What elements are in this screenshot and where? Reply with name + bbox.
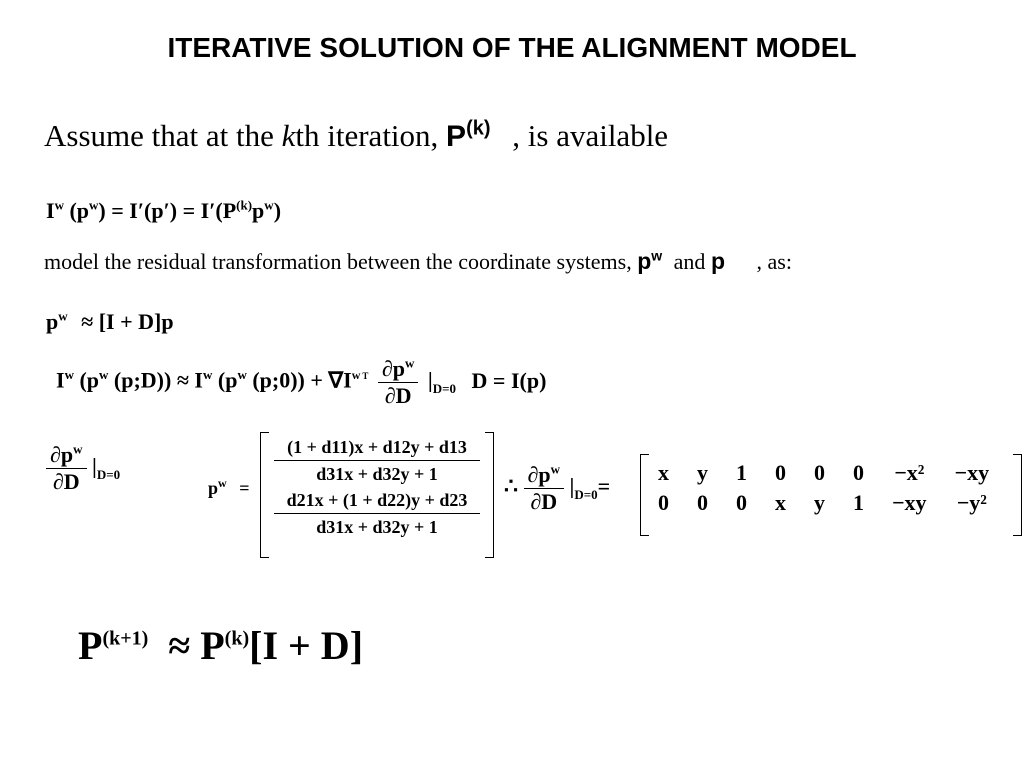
equation-5-lhs [208, 478, 249, 499]
residual-text-before: model the residual transformation between the coordinate systems, [44, 249, 638, 274]
eq3-lhs-args: (p;D)) ≈ I [113, 367, 203, 393]
eq5-left-bracket [260, 432, 269, 558]
eq4-eval-sub: D=0 [96, 466, 121, 482]
eq3-lhs-I-sup: w [64, 367, 74, 383]
eq7-P2: P [200, 623, 225, 668]
intro-P: P [446, 120, 467, 153]
eq3-rhs-open: (p [217, 367, 238, 393]
eq6-fraction [524, 462, 565, 515]
intro-text-middle: th iteration, [295, 118, 447, 153]
eq3-eval-bar: | [427, 367, 433, 393]
eq1-tail-close: ) [273, 198, 282, 223]
eq6-matrix-table [644, 458, 1003, 518]
eq5-equals: = [239, 478, 250, 498]
eq1-mid: = I′(p′) = I′(P [105, 198, 237, 223]
eq1-lhs-sup: w [54, 197, 64, 213]
eq5-row1-num: (1 + d11)x + d12y + d13 [274, 434, 480, 461]
intro-text-after: , is available [512, 118, 669, 153]
eq5-row2-num: d21x + (1 + d22)y + d23 [274, 487, 480, 514]
eq6-eval-sub: D=0 [574, 486, 598, 502]
eq3-rhs-I-sup: w [202, 367, 213, 383]
intro-text-before: Assume that at the [44, 118, 282, 153]
eq3-grad-T: T [362, 371, 369, 382]
eq7-P2-sup: (k) [224, 627, 250, 650]
matrix-cell: 1 [853, 490, 864, 515]
eq2-sup: w [58, 308, 68, 324]
residual-line [44, 248, 792, 275]
matrix-cell: x [775, 490, 786, 515]
eq3-eval-sub: D=0 [432, 380, 457, 396]
equation-7 [78, 622, 363, 669]
matrix-cell: −y² [956, 490, 987, 515]
residual-pw: p [637, 248, 652, 274]
eq6-frac-num-sup: w [550, 461, 560, 477]
residual-p: p [710, 248, 725, 274]
eq6-eval-bar: | [569, 473, 575, 499]
eq6-equals: = [597, 473, 611, 499]
eq5-right-bracket [485, 432, 494, 558]
eq7-P1-sup: (k+1) [102, 627, 149, 650]
eq7-tail: [I + D] [249, 623, 364, 668]
intro-P-sup: (k) [466, 117, 491, 140]
eq7-approx: ≈ [168, 623, 191, 668]
matrix-cell: 0 [775, 460, 786, 485]
eq3-frac-den: ∂D [384, 383, 412, 408]
eq1-mid-sup: (k) [236, 197, 253, 213]
eq3-lhs-I: I [56, 367, 65, 393]
eq4-eval-bar: | [92, 453, 97, 479]
eq4-frac-num-sup: w [73, 441, 83, 457]
residual-text-after: , as: [756, 249, 792, 274]
eq3-frac-num: ∂p [381, 356, 405, 381]
eq3-rhs-args: (p;0)) + ∇I [252, 367, 352, 393]
matrix-cell: 0 [853, 460, 864, 485]
matrix-cell: 0 [814, 460, 825, 485]
eq1-tail: p [252, 198, 265, 223]
eq1-arg1-close: ) [98, 198, 106, 223]
eq3-lhs-p-sup: w [99, 367, 109, 383]
matrix-cell: y [697, 460, 708, 485]
intro-k: k [281, 118, 296, 153]
eq3-rhs-p-sup: w [237, 367, 247, 383]
eq2-p: p [46, 309, 59, 334]
intro-line [44, 118, 668, 154]
eq4-frac-den: ∂D [52, 469, 80, 494]
matrix-cell: −xy [892, 490, 927, 515]
eq7-P1: P [78, 623, 103, 668]
eq3-tail: D = I(p) [471, 367, 547, 393]
matrix-cell: 0 [736, 490, 747, 515]
eq5-row1-den: d31x + d32y + 1 [316, 464, 438, 484]
eq6-frac-num: ∂p [527, 462, 551, 487]
residual-pw-sup: w [651, 247, 663, 264]
equation-3 [56, 356, 546, 409]
equation-2 [46, 309, 174, 335]
eq3-frac-num-sup: w [404, 355, 415, 371]
eq1-tail-sup: w [264, 197, 274, 213]
eq1-arg1: (p [69, 198, 90, 223]
matrix-cell: 0 [697, 490, 708, 515]
eq3-grad-sup: w [351, 368, 361, 383]
matrix-cell: −x² [894, 460, 925, 485]
eq3-lhs-open: (p [79, 367, 100, 393]
eq6-frac-den: ∂D [530, 489, 558, 514]
eq6-matrix-row [644, 458, 1003, 488]
eq2-rhs: ≈ [I + D]p [81, 309, 174, 334]
equation-4 [46, 442, 120, 495]
eq6-matrix-row [644, 488, 1003, 518]
equation-5-vector [260, 432, 494, 558]
eq5-lhs: p [208, 478, 219, 498]
eq4-fraction [46, 442, 87, 495]
eq3-fraction [378, 356, 419, 409]
eq6-therefore: ∴ [504, 473, 518, 499]
matrix-cell: y [814, 490, 825, 515]
matrix-cell: −xy [954, 460, 990, 485]
matrix-cell: 0 [658, 490, 669, 515]
eq1-arg1-sup: w [89, 197, 99, 213]
eq4-frac-num: ∂p [50, 442, 74, 467]
matrix-cell: x [658, 460, 669, 485]
eq1-lhs: I [46, 198, 55, 223]
eq5-lhs-sup: w [218, 476, 227, 490]
equation-1 [46, 198, 281, 224]
eq6-right-bracket [1013, 454, 1022, 536]
matrix-cell: 1 [736, 460, 747, 485]
page-title: ITERATIVE SOLUTION OF THE ALIGNMENT MODEL [167, 32, 857, 63]
equation-6-matrix [640, 454, 1022, 536]
residual-and: and [673, 249, 706, 274]
eq5-row2-den: d31x + d32y + 1 [316, 517, 438, 537]
equation-6-lhs [504, 462, 610, 515]
